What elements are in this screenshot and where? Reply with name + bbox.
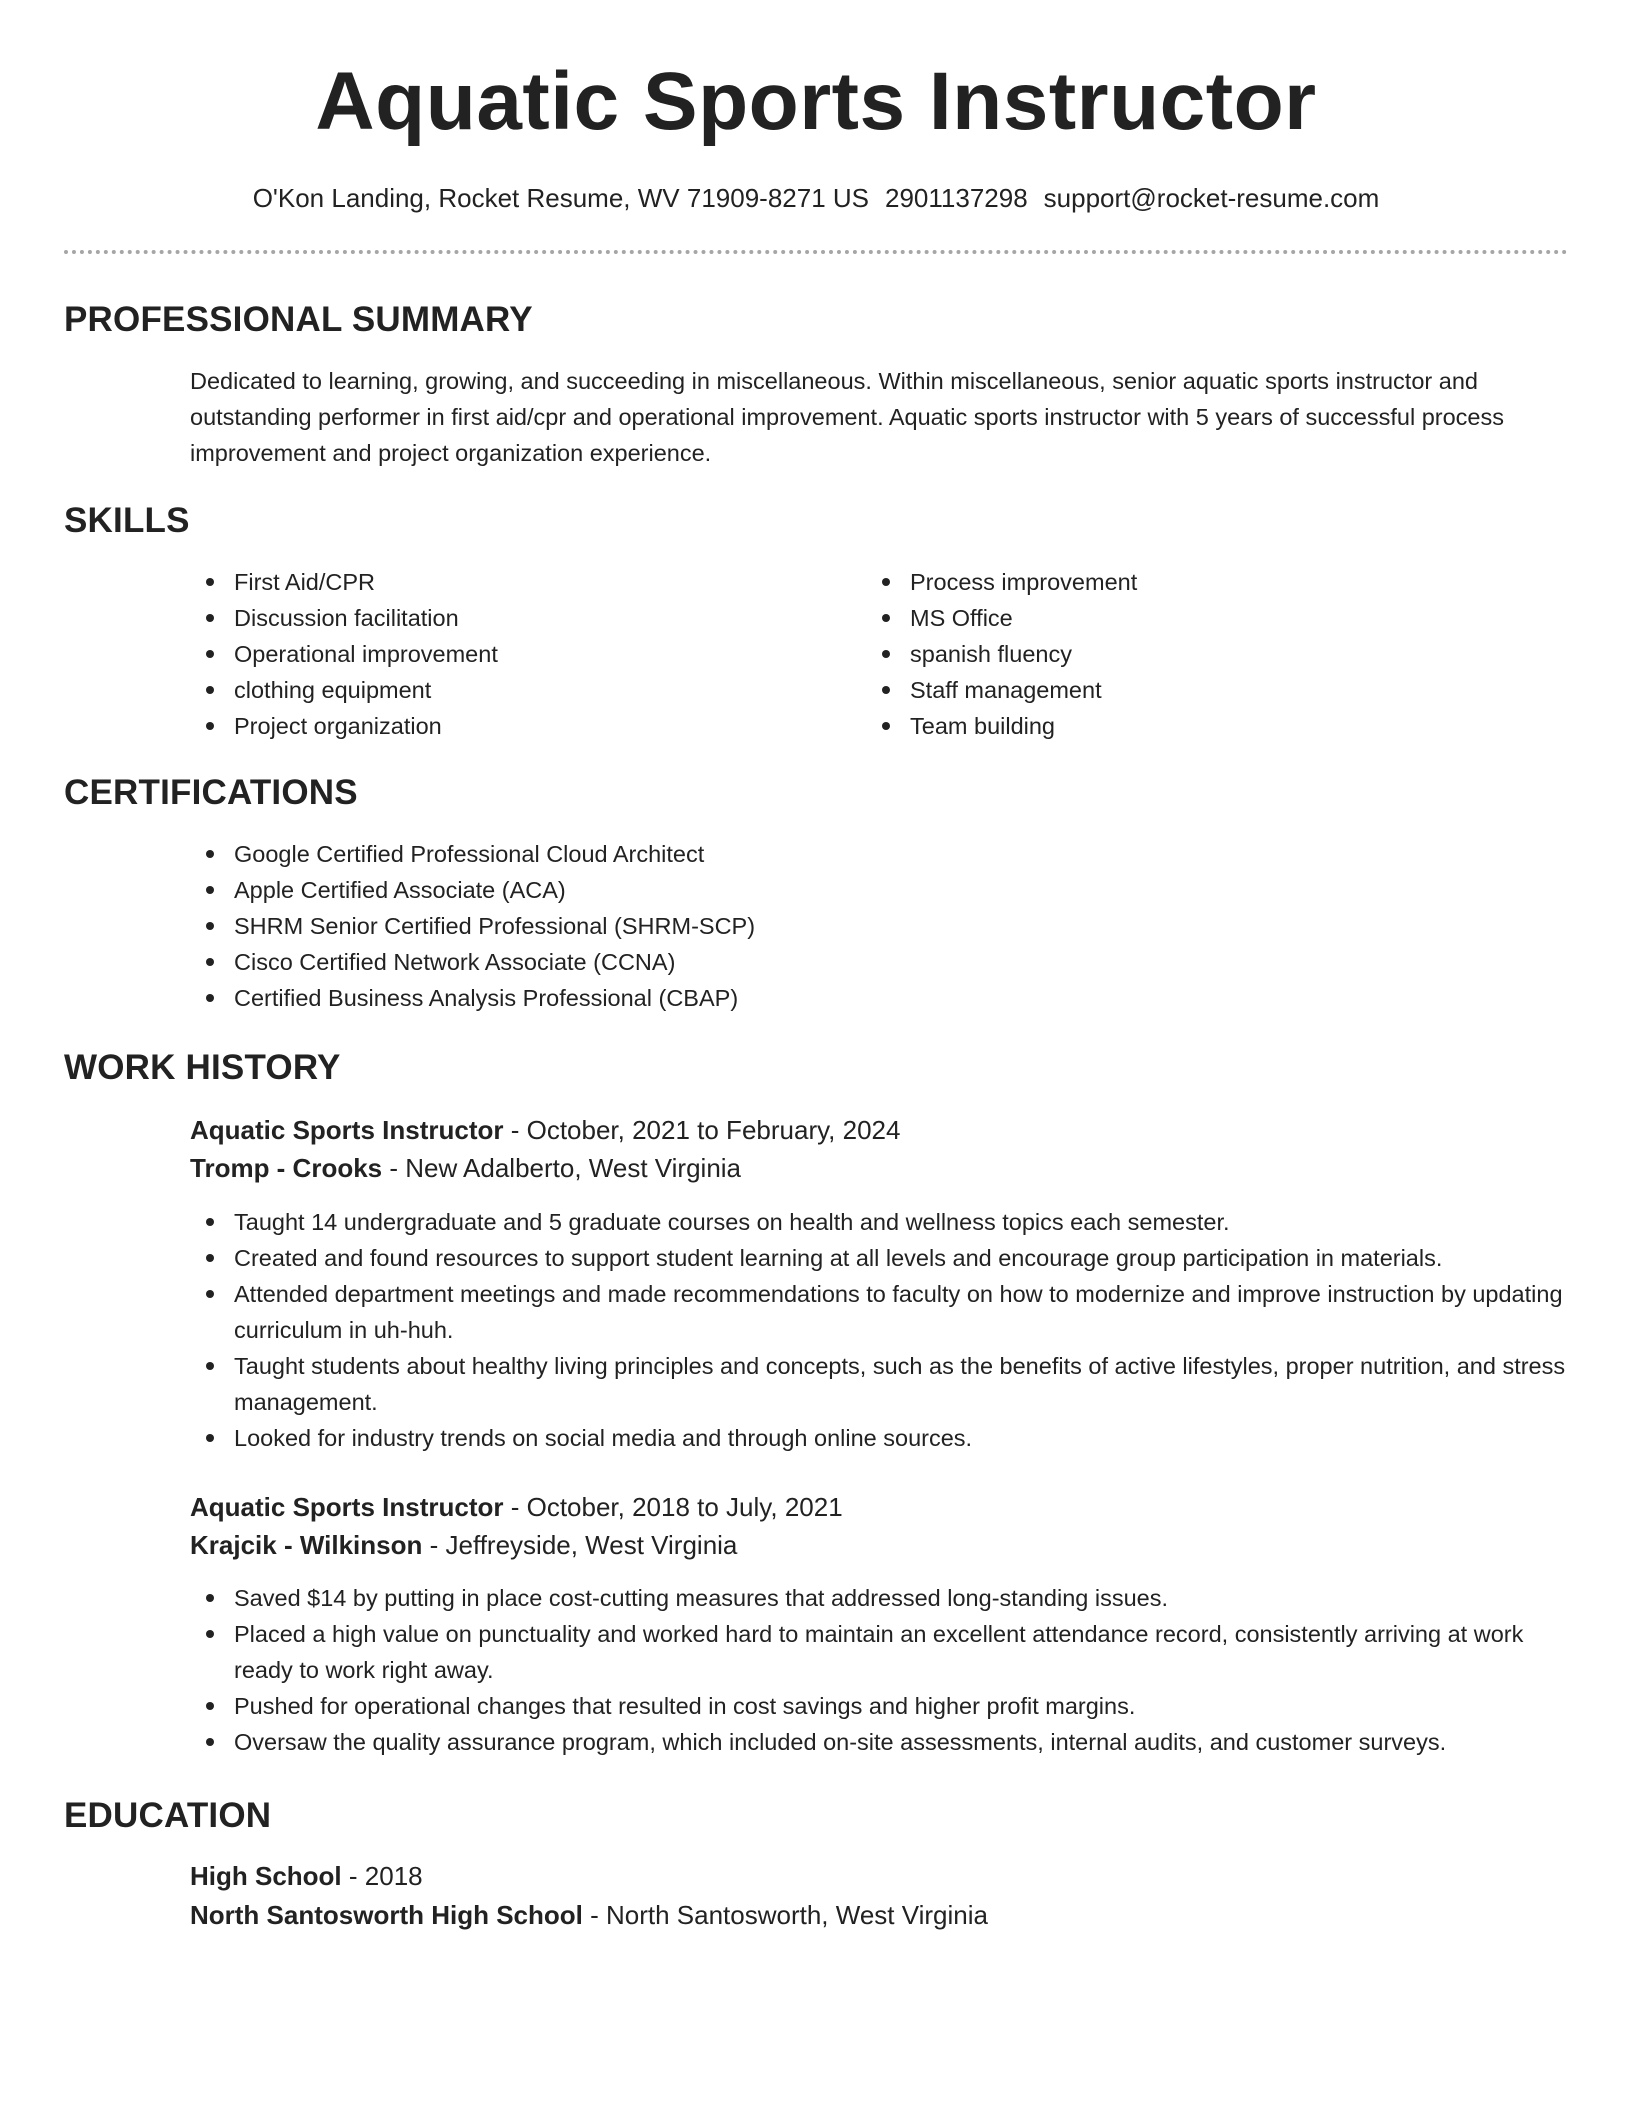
skill-item: Operational improvement [190,636,830,672]
job-title: Aquatic Sports Instructor [190,1492,504,1522]
job-location: - Jeffreyside, West Virginia [422,1530,738,1560]
job-company: Krajcik - Wilkinson [190,1530,423,1560]
certification-item: Cisco Certified Network Associate (CCNA) [190,944,1570,980]
job-1-title-line [190,1111,900,1149]
job-bullet: Taught 14 undergraduate and 5 graduate courses on health and wellness topics each semester. [190,1204,1570,1240]
education-year: - 2018 [341,1861,423,1891]
education-degree-line [190,1857,423,1895]
job-1-company-line [190,1149,741,1187]
contact-line [0,180,1632,216]
summary-heading: PROFESSIONAL SUMMARY [64,300,533,339]
certification-item: Apple Certified Associate (ACA) [190,872,1570,908]
job-location: - New Adalberto, West Virginia [382,1153,742,1183]
education-school: North Santosworth High School [190,1900,583,1930]
job-company: Tromp - Crooks [190,1153,383,1183]
header-divider [64,250,1568,254]
skill-item: Team building [866,708,1506,744]
contact-email: support@rocket-resume.com [1043,183,1380,213]
skills-heading: SKILLS [64,501,190,540]
work-history-heading: WORK HISTORY [64,1048,341,1087]
skill-item: Discussion facilitation [190,600,830,636]
contact-phone: 2901137298 [885,183,1028,213]
job-2-bullets [190,1580,1570,1760]
job-2-title-line [190,1488,843,1526]
job-bullet: Looked for industry trends on social media and through online sources. [190,1420,1570,1456]
skill-item: Project organization [190,708,830,744]
education-school-line [190,1896,988,1934]
education-heading: EDUCATION [64,1796,272,1835]
education-degree: High School [190,1861,342,1891]
job-dates: - October, 2018 to July, 2021 [503,1492,843,1522]
job-1-bullets [190,1204,1570,1456]
job-title: Aquatic Sports Instructor [190,1115,504,1145]
job-2-company-line [190,1526,737,1564]
certification-item: Certified Business Analysis Professional (CBAP) [190,980,1570,1016]
resume-name: Aquatic Sports Instructor [315,56,1317,147]
certifications-heading: CERTIFICATIONS [64,773,358,812]
certification-item: Google Certified Professional Cloud Architect [190,836,1570,872]
skill-item: spanish fluency [866,636,1506,672]
job-bullet: Placed a high value on punctuality and worked hard to maintain an excellent attendance record, consistently arriving at work ready to work right away. [190,1616,1570,1688]
skill-item: Process improvement [866,564,1506,600]
job-bullet: Pushed for operational changes that resulted in cost savings and higher profit margins. [190,1688,1570,1724]
education-location: - North Santosworth, West Virginia [582,1900,988,1930]
job-bullet: Created and found resources to support student learning at all levels and encourage group participation in materials. [190,1240,1570,1276]
skills-list-left [190,564,830,744]
contact-address: O'Kon Landing, Rocket Resume, WV 71909-8271 US [252,183,869,213]
skill-item: First Aid/CPR [190,564,830,600]
certifications-list [190,836,1570,1016]
skill-item: clothing equipment [190,672,830,708]
job-bullet: Saved $14 by putting in place cost-cutting measures that addressed long-standing issues. [190,1580,1570,1616]
job-bullet: Oversaw the quality assurance program, which included on-site assessments, internal audits, and customer surveys. [190,1724,1570,1760]
skills-list-right [866,564,1506,744]
job-bullet: Attended department meetings and made recommendations to faculty on how to modernize and improve instruction by updating curriculum in uh-huh. [190,1276,1570,1348]
skill-item: MS Office [866,600,1506,636]
certification-item: SHRM Senior Certified Professional (SHRM-SCP) [190,908,1570,944]
summary-text: Dedicated to learning, growing, and succeeding in miscellaneous. Within miscellaneous, senior aquatic sports instructor and outstanding performer in first aid/cpr and operational improvement. Aquatic sports instructor with 5 years of successful process improvement and project organization experience. [190,368,1505,466]
job-bullet: Taught students about healthy living principles and concepts, such as the benefits of active lifestyles, proper nutrition, and stress management. [190,1348,1570,1420]
job-dates: - October, 2021 to February, 2024 [503,1115,901,1145]
skill-item: Staff management [866,672,1506,708]
